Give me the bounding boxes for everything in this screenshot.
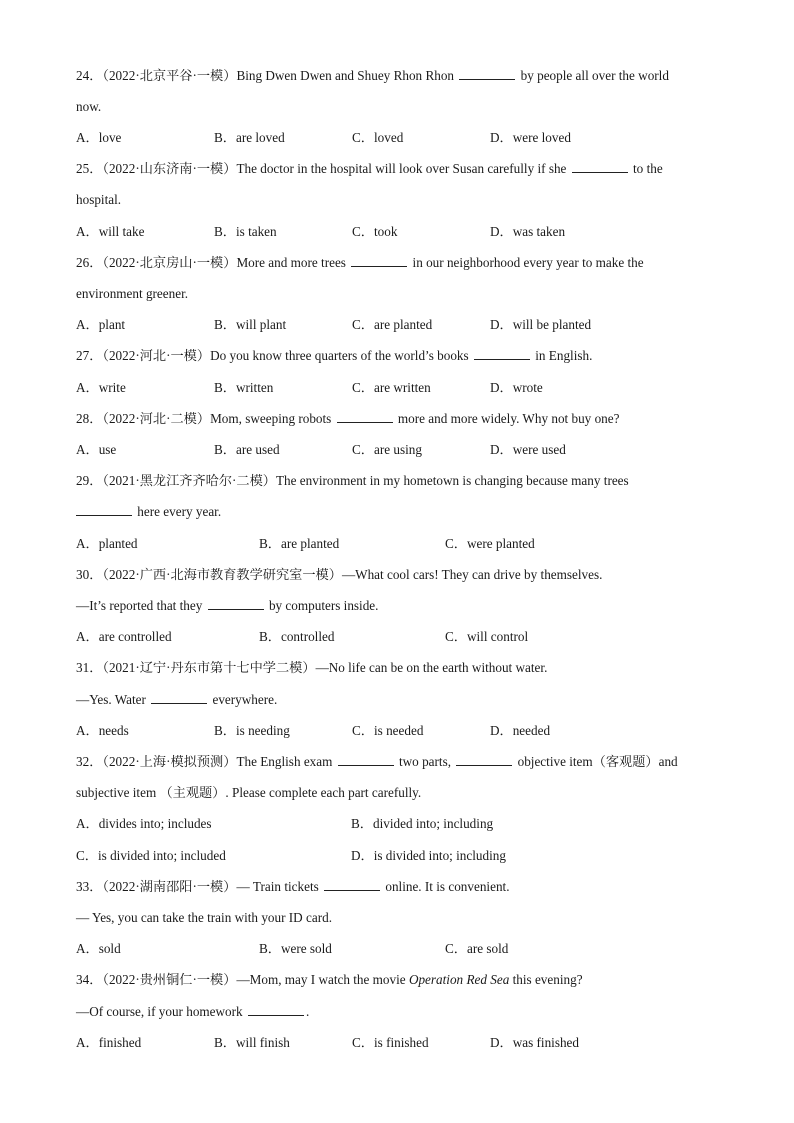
option-d[interactable]: D．is divided into; including [351,848,506,863]
answer-blank[interactable] [351,254,407,267]
option-b[interactable]: B．controlled [259,629,335,644]
option-c[interactable]: C．loved [352,130,404,145]
question-source: （2022·贵州铜仁·一模） [102,972,237,987]
question-text: to the [629,161,663,176]
question-number: 31 [76,660,90,675]
question-31: 31．（2021·辽宁·丹东市第十七中学二模）—No life can be on the earth without water. [76,660,548,675]
question-source: （2022·上海·模拟预测） [102,754,237,769]
question-source: （2022·北京平谷·一模） [102,68,237,83]
question-27-options [76,378,718,398]
option-a[interactable]: A．needs [76,723,129,738]
question-number: 32 [76,754,90,769]
answer-blank[interactable] [151,691,207,704]
option-a[interactable]: A．will take [76,224,145,239]
question-text: . [305,1004,310,1019]
question-text: —It’s reported that they [76,598,206,613]
question-34-line-2 [76,1002,309,1022]
option-c[interactable]: C．are sold [445,941,509,956]
option-c[interactable]: C．is divided into; included [76,848,226,863]
question-text: in our neighborhood every year to make the [409,255,644,270]
question-26: 26．（2022·北京房山·一模）More and more trees in our neighborhood every year to make the [76,255,644,270]
question-text: Bing Dwen Dwen and Shuey Rhon Rhon [236,68,458,83]
question-text: Mom, sweeping robots [210,411,335,426]
question-text: by people all over the world [517,68,669,83]
question-number: 29 [76,473,90,488]
question-32-options-row-1 [76,814,718,834]
option-b[interactable]: B．are planted [259,536,340,551]
question-text: everywhere. [209,692,278,707]
option-d[interactable]: D．wrote [490,380,543,395]
question-source: （2022·北京房山·一模） [102,255,237,270]
question-number: 34 [76,972,90,987]
question-text: more and more widely. Why not buy one? [394,411,620,426]
option-b[interactable]: B．divided into; including [351,816,494,831]
question-text: More and more trees [236,255,350,270]
question-34-options [76,1033,718,1053]
question-text: in English. [531,348,593,363]
option-a[interactable]: A．divides into; includes [76,816,212,831]
question-source: （2022·河北·二模） [102,411,211,426]
question-text: by computers inside. [265,598,379,613]
question-28: 28．（2022·河北·二模）Mom, sweeping robots more and more widely. Why not buy one? [76,411,620,426]
question-25-options [76,222,718,242]
answer-blank[interactable] [338,753,394,766]
option-c[interactable]: C．will control [445,629,529,644]
question-number: 24 [76,68,90,83]
option-a[interactable]: A．use [76,442,117,457]
option-d[interactable]: D．was finished [490,1035,580,1050]
question-27: 27．（2022·河北·一模）Do you know three quarters of the world’s books in English. [76,348,593,363]
question-25: 25．（2022·山东济南·一模）The doctor in the hospital will look over Susan carefully if she to the [76,161,663,176]
option-d[interactable]: D．will be planted [490,317,592,332]
option-b[interactable]: B．are loved [214,130,285,145]
option-a[interactable]: A．finished [76,1035,142,1050]
option-b[interactable]: B．is needing [214,723,290,738]
option-c[interactable]: C．is needed [352,723,424,738]
question-text: — Train tickets [236,879,323,894]
question-text: —Of course, if your homework [76,1004,246,1019]
question-source: （2022·广西·北海市教育教学研究室一模） [102,567,342,582]
option-c[interactable]: C．took [352,224,398,239]
question-30-options [76,627,718,647]
question-25-line-2: hospital. [76,192,122,207]
question-30-line-2 [76,596,378,616]
answer-blank[interactable] [459,67,515,80]
question-30: 30．（2022·广西·北海市教育教学研究室一模）—What cool cars! They can drive by themselves. [76,567,603,582]
question-source: （2022·山东济南·一模） [102,161,237,176]
question-text: here every year. [134,504,222,519]
question-number: 25 [76,161,90,176]
option-d[interactable]: D．were loved [490,130,571,145]
answer-blank[interactable] [456,753,512,766]
question-33-line-2: — Yes, you can take the train with your ID card. [76,910,332,925]
option-c[interactable]: C．are planted [352,317,433,332]
question-source: （2021·黑龙江齐齐哈尔·二模） [102,473,276,488]
question-29: 29．（2021·黑龙江齐齐哈尔·二模）The environment in my hometown is changing because many trees [76,473,629,488]
question-number: 28 [76,411,90,426]
option-d[interactable]: D．needed [490,723,551,738]
question-33: 33．（2022·湖南邵阳·一模）— Train tickets online. It is convenient. [76,879,510,894]
option-a[interactable]: A．write [76,380,126,395]
question-number: 26 [76,255,90,270]
question-29-line-2 [76,502,221,522]
answer-blank[interactable] [572,160,628,173]
question-text: —No life can be on the earth without water. [315,660,548,675]
question-text: —Mom, may I watch the movie [236,972,409,987]
question-text: objective item（客观题）and [514,754,678,769]
option-c[interactable]: C．were planted [445,536,535,551]
question-text: online. It is convenient. [382,879,510,894]
question-32: 32．（2022·上海·模拟预测）The English exam two parts, objective item（客观题）and [76,754,678,769]
option-c[interactable]: C．are using [352,442,422,457]
option-c[interactable]: C．are written [352,380,431,395]
option-c[interactable]: C．is finished [352,1035,429,1050]
option-d[interactable]: D．were used [490,442,566,457]
option-a[interactable]: A．are controlled [76,629,172,644]
question-text: —Yes. Water [76,692,150,707]
question-32-options-row-2 [76,846,718,866]
question-text: this evening? [509,972,583,987]
option-b[interactable]: B．will finish [214,1035,290,1050]
question-26-options [76,315,718,335]
answer-blank[interactable] [76,503,132,516]
question-text: The English exam [236,754,336,769]
question-number: 30 [76,567,90,582]
question-number: 27 [76,348,90,363]
option-a[interactable]: A．planted [76,536,138,551]
answer-blank[interactable] [337,410,393,423]
question-29-options [76,534,718,554]
option-a[interactable]: A．love [76,130,122,145]
question-text: two parts, [395,754,455,769]
question-31-line-2 [76,690,277,710]
question-source: （2022·湖南邵阳·一模） [102,879,237,894]
option-b[interactable]: B．are used [214,442,280,457]
question-33-options [76,939,718,959]
answer-blank[interactable] [474,347,530,360]
question-number: 33 [76,879,90,894]
answer-blank[interactable] [208,597,264,610]
question-source: （2022·河北·一模） [102,348,211,363]
question-text: —What cool cars! They can drive by themselves. [341,567,603,582]
question-31-options [76,721,718,741]
answer-blank[interactable] [248,1003,304,1016]
question-24-options [76,128,718,148]
question-source: （2021·辽宁·丹东市第十七中学二模） [102,660,316,675]
question-26-line-2: environment greener. [76,286,189,301]
option-b[interactable]: B．were sold [259,941,332,956]
movie-title: Operation Red Sea [408,972,510,987]
option-a[interactable]: A．plant [76,317,126,332]
question-24-line-2: now. [76,99,102,114]
question-text: The doctor in the hospital will look over Susan carefully if she [236,161,570,176]
option-d[interactable]: D．was taken [490,224,566,239]
option-b[interactable]: B．will plant [214,317,287,332]
question-text: Do you know three quarters of the world’s books [210,348,472,363]
answer-blank[interactable] [324,878,380,891]
option-b[interactable]: B．is taken [214,224,277,239]
question-32-line-2: subjective item （主观题）. Please complete each part carefully. [76,785,422,800]
question-28-options [76,440,718,460]
option-b[interactable]: B．written [214,380,274,395]
question-24: 24．（2022·北京平谷·一模）Bing Dwen Dwen and Shuey Rhon Rhon by people all over the world [76,68,669,83]
question-text: The environment in my hometown is changing because many trees [276,473,629,488]
question-34: 34．（2022·贵州铜仁·一模）—Mom, may I watch the movie Operation Red Sea this evening? [76,972,583,987]
option-a[interactable]: A．sold [76,941,121,956]
